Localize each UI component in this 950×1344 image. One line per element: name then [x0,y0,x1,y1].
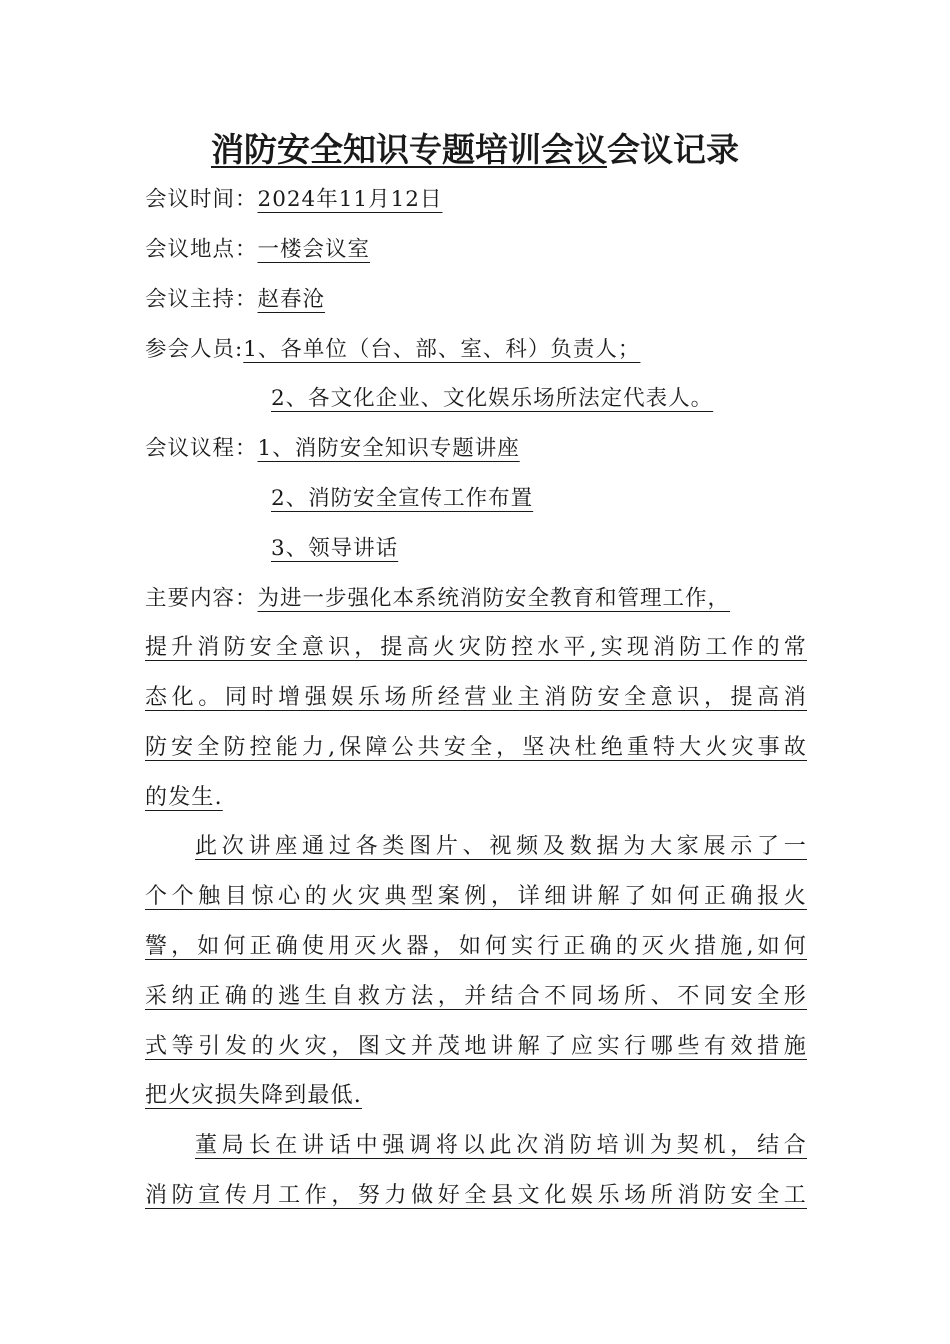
agenda-label: 会议议程： [145,436,258,461]
paragraph1-line: 提升消防安全意识，提高火灾防控水平,实现消防工作的常 [145,635,807,660]
meeting-time-value: 2024年11月12日 [257,187,443,212]
agenda-item: 2、消防安全宣传工作布置 [271,486,534,511]
content-row [145,584,835,614]
meeting-host-label: 会议主持： [145,287,258,312]
content-label: 主要内容： [145,586,258,611]
meeting-host-row [145,285,325,315]
paragraph2-line: 把火灾损失降到最低. [145,1083,362,1108]
title-main: 消防安全知识专题培训会议 [211,130,607,169]
meeting-place-label: 会议地点： [145,237,258,262]
agenda-item: 3、领导讲话 [271,536,399,561]
attendee-item: 1、各单位（台、部、室、科）负责人； [243,337,641,362]
paragraph1-line: 防安全防控能力,保障公共安全，坚决杜绝重特大火灾事故 [145,735,807,760]
meeting-time-label: 会议时间： [145,187,258,212]
attendees-row [145,335,640,365]
meeting-host-value: 赵春沧 [257,287,326,312]
paragraph2-line: 此次讲座通过各类图片、视频及数据为大家展示了一 [195,834,807,859]
paragraph1-line: 为进一步强化本系统消防安全教育和管理工作， [257,586,731,611]
paragraph1-line: 态化。同时增强娱乐场所经营业主消防安全意识，提高消 [145,685,807,710]
attendees-label: 参会人员: [145,337,244,362]
attendee-item: 2、各文化企业、文化娱乐场所法定代表人。 [271,386,714,411]
agenda-row-3 [271,534,398,564]
attendees-row-2 [271,384,713,414]
paragraph2-line: 采纳正确的逃生自救方法，并结合不同场所、不同安全形 [145,984,807,1009]
meeting-time-row [145,185,442,215]
paragraph1-line: 的发生. [145,785,223,810]
meeting-place-value: 一楼会议室 [257,237,371,262]
paragraph3-line: 董局长在讲话中强调将以此次消防培训为契机，结合 [195,1133,807,1158]
paragraph2-line: 式等引发的火灾，图文并茂地讲解了应实行哪些有效措施 [145,1034,807,1059]
title-suffix: 会议记录 [607,130,739,169]
agenda-item: 1、消防安全知识专题讲座 [257,436,520,461]
paragraph3-line: 消防宣传月工作，努力做好全县文化娱乐场所消防安全工 [145,1183,807,1208]
paragraph2-line: 个个触目惊心的火灾典型案例，详细讲解了如何正确报火 [145,884,807,909]
document-title [0,128,950,172]
meeting-place-row [145,235,370,265]
paragraph2-line: 警，如何正确使用灭火器，如何实行正确的灭火措施,如何 [145,934,807,959]
agenda-row-2 [271,484,533,514]
agenda-row [145,434,520,464]
